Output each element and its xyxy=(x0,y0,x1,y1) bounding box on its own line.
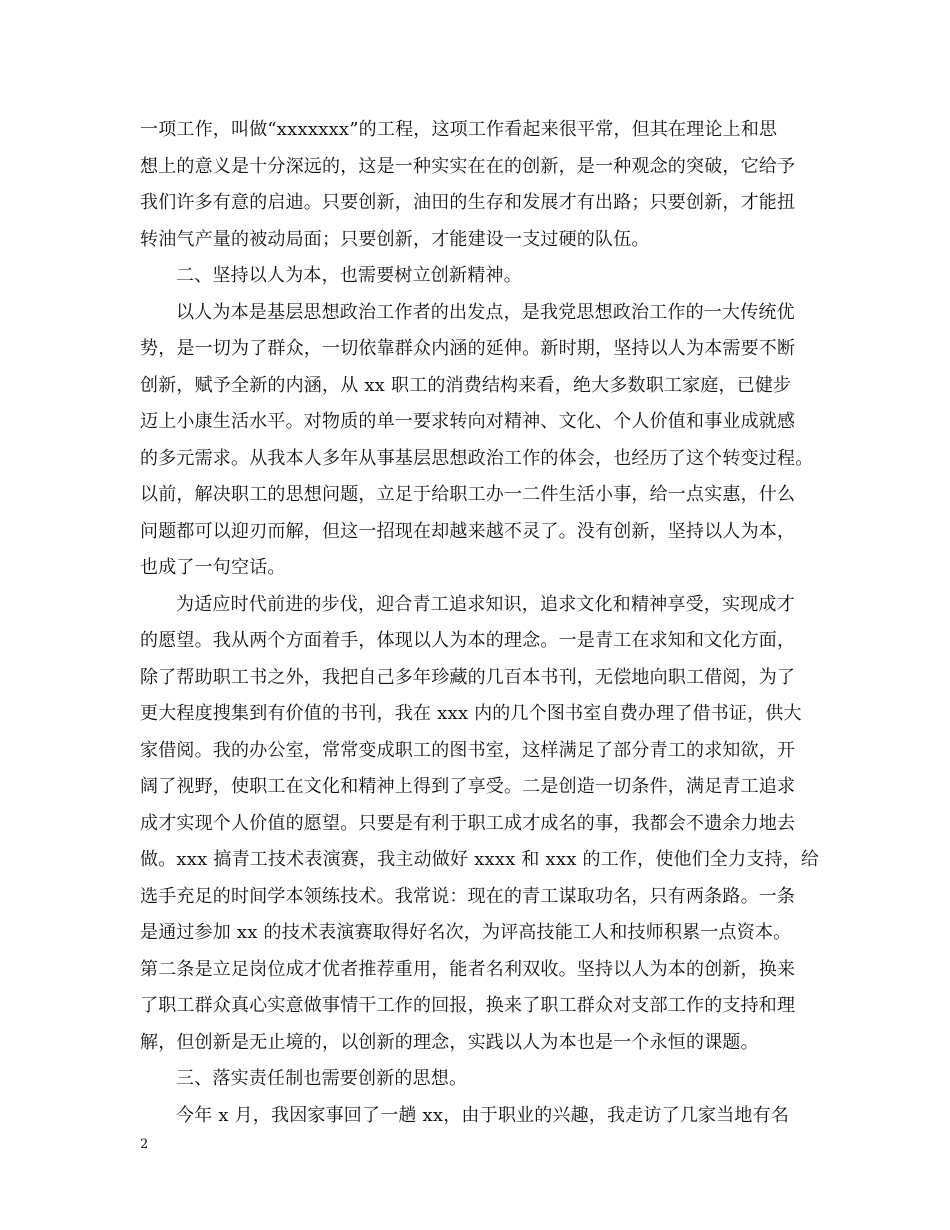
text-line: 第二条是立足岗位成才优者推荐重用，能者名利双收。坚持以人为本的创新，换来 xyxy=(140,958,796,980)
text-line: 更大程度搜集到有价值的书刊，我在 xxx 内的几个图书室自费办理了借书证，供大 xyxy=(140,703,802,724)
text-line: 以前，解决职工的思想问题，立足于给职工办一二件生活小事，给一点实惠，什么 xyxy=(140,484,796,505)
text-line: 是通过参加 xx 的技术表演赛取得好名次，为评高技能工人和技师积累一点资本。 xyxy=(140,922,792,943)
text-line: 阔了视野，使职工在文化和精神上得到了享受。二是创造一切条件，满足青工追求 xyxy=(140,776,796,797)
text-line: 成才实现个人价值的愿望。只要是有利于职工成才成名的事，我都会不遗余力地去 xyxy=(140,812,796,834)
text-line: 的愿望。我从两个方面着手，体现以人为本的理念。一是青工在求知和文化方面， xyxy=(140,630,796,651)
text-line: 的多元需求。从我本人多年从事基层思想政治工作的体会，也经历了这个转变过程。 xyxy=(140,447,814,469)
text-line: 家借阅。我的办公室，常常变成职工的图书室，这样满足了部分青工的求知欲，开 xyxy=(140,739,796,761)
text-line: 也成了一句空话。 xyxy=(140,557,286,578)
text-line: 了职工群众真心实意做事情干工作的回报，换来了职工群众对支部工作的支持和理 xyxy=(140,995,796,1016)
text-line: 除了帮助职工书之外，我把自己多年珍藏的几百本书刊，无偿地向职工借阅，为了 xyxy=(140,666,796,688)
page-number: 2 xyxy=(140,1137,149,1152)
text-line: 二、坚持以人为本，也需要树立创新精神。 xyxy=(176,265,522,286)
text-line: 创新，赋予全新的内涵，从 xx 职工的消费结构来看，绝大多数职工家庭，已健步 xyxy=(140,374,792,396)
text-line: 势，是一切为了群众，一切依靠群众内涵的延伸。新时期，坚持以人为本需要不断 xyxy=(140,338,796,359)
text-line: 解，但创新是无止境的，以创新的理念，实践以人为本也是一个永恒的课题。 xyxy=(140,1031,759,1053)
text-line: 三、落实责任制也需要创新的思想。 xyxy=(176,1068,468,1089)
text-line: 迈上小康生活水平。对物质的单一要求转向对精神、文化、个人价值和事业成就感 xyxy=(140,411,796,432)
text-line: 选手充足的时间学本领练技术。我常说：现在的青工谋取功名，只有两条路。一条 xyxy=(140,885,796,907)
text-line: 一项工作，叫做“xxxxxxx”的工程，这项工作看起来很平常，但其在理论上和思 xyxy=(140,119,778,140)
text-line: 想上的意义是十分深远的，这是一种实实在在的创新，是一种观念的突破，它给予 xyxy=(140,155,796,177)
document-body xyxy=(140,112,830,1134)
text-line: 以人为本是基层思想政治工作者的出发点，是我党思想政治工作的一大传统优 xyxy=(176,301,795,323)
text-line: 转油气产量的被动局面；只要创新，才能建设一支过硬的队伍。 xyxy=(140,228,650,250)
text-line: 为适应时代前进的步伐，迎合青工追求知识，追求文化和精神享受，实现成才 xyxy=(176,593,795,615)
text-line: 今年 x 月，我因家事回了一趟 xx，由于职业的兴趣，我走访了几家当地有名 xyxy=(176,1104,790,1126)
text-line: 做。xxx 搞青工技术表演赛，我主动做好 xxxx 和 xxx 的工作，使他们全力支持，给 xyxy=(140,849,820,870)
text-line: 问题都可以迎刃而解，但这一招现在却越来越不灵了。没有创新，坚持以人为本， xyxy=(140,520,796,542)
text-line: 我们许多有意的启迪。只要创新，油田的生存和发展才有出路；只要创新，才能扭 xyxy=(140,192,796,213)
